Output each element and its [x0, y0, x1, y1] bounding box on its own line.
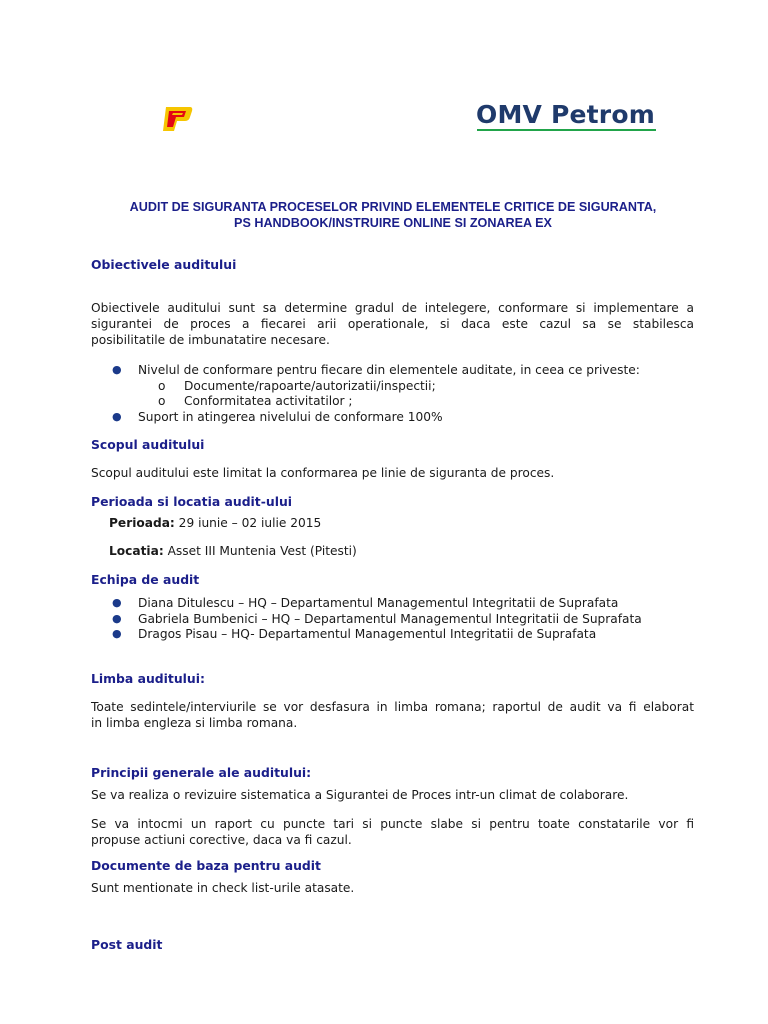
documents-heading: Documente de baza pentru audit: [91, 858, 321, 873]
location-row: [109, 544, 357, 558]
brand-underline: [477, 129, 656, 131]
principles-line-2: propuse actiuni corective, daca va fi cazul.: [91, 833, 352, 847]
period-location-heading: Perioada si locatia audit-ului: [91, 494, 293, 509]
principles-line-1: Se va intocmi un raport cu puncte tari si puncte slabe si pentru toate constatarile vor fi: [91, 817, 694, 831]
period-label: Perioada:: [109, 516, 175, 530]
team-heading: Echipa de audit: [91, 572, 200, 587]
objectives-heading: Obiectivele auditului: [91, 257, 237, 272]
circle-bullet-icon: o: [158, 394, 166, 408]
principles-paragraph-1: Se va realiza o revizuire sistematica a Sigurantei de Proces intr-un climat de colaborare.: [91, 788, 629, 802]
language-line-1: Toate sedintele/interviurile se vor desfasura in limba romana; raportul de audit va fi elaborat: [91, 700, 694, 714]
list-item: ● Nivelul de conformare pentru fiecare din elementele auditate, in ceea ce priveste:: [112, 363, 640, 377]
bullet-icon: ●: [112, 627, 122, 640]
team-member: ● Dragos Pisau – HQ- Departamentul Managementul Integritatii de Suprafata: [112, 627, 597, 641]
objectives-line-1: Obiectivele auditului sunt sa determine gradul de intelegere, conformare si implementare a: [91, 301, 694, 315]
language-line-2: in limba engleza si limba romana.: [91, 716, 298, 730]
team-member: ● Diana Ditulescu – HQ – Departamentul Managementul Integritatii de Suprafata: [112, 596, 619, 610]
scope-text: Scopul auditului este limitat la conformarea pe linie de siguranta de proces.: [91, 466, 555, 480]
list-item: ● Suport in atingerea nivelului de conformare 100%: [112, 410, 443, 424]
language-paragraph: [91, 699, 694, 731]
sub-list-item: o Conformitatea activitatilor ;: [158, 394, 353, 408]
period-row: [109, 516, 321, 530]
team-member: ● Gabriela Bumbenici – HQ – Departamentul Managementul Integritatii de Suprafata: [112, 612, 642, 626]
bullet-icon: ●: [112, 410, 122, 423]
principles-paragraph-2: [91, 816, 694, 848]
bullet-icon: ●: [112, 596, 122, 609]
circle-bullet-icon: o: [158, 379, 166, 393]
language-heading: Limba auditului:: [91, 671, 205, 686]
objectives-line-2: sigurantei de proces a fiecarei arii operationale, si daca este cazul sa se stabilesca: [91, 317, 694, 331]
title-line-1: AUDIT DE SIGURANTA PROCESELOR PRIVIND ELEMENTELE CRITICE DE SIGURANTA,: [129, 200, 657, 214]
brand-name: OMV Petrom: [476, 100, 655, 129]
principles-heading: Principii generale ale auditului:: [91, 765, 312, 780]
document-title: [90, 199, 696, 231]
scope-heading: Scopul auditului: [91, 437, 205, 452]
sub-list-item: o Documente/rapoarte/autorizatii/inspectii;: [158, 379, 436, 393]
objectives-paragraph: [91, 300, 694, 348]
title-line-2: PS HANDBOOK/INSTRUIRE ONLINE SI ZONAREA EX: [234, 216, 552, 230]
location-label: Locatia:: [109, 544, 164, 558]
location-value: Asset III Muntenia Vest (Pitesti): [163, 544, 357, 558]
bullet-icon: ●: [112, 612, 122, 625]
documents-text: Sunt mentionate in check list-urile atasate.: [91, 881, 355, 895]
period-value: 29 iunie – 02 iulie 2015: [174, 516, 322, 530]
petrom-p-logo-icon: [160, 104, 194, 134]
post-audit-heading: Post audit: [91, 937, 163, 952]
objectives-line-3: posibilitatile de imbunatatire necesare.: [91, 333, 330, 347]
bullet-icon: ●: [112, 363, 122, 376]
